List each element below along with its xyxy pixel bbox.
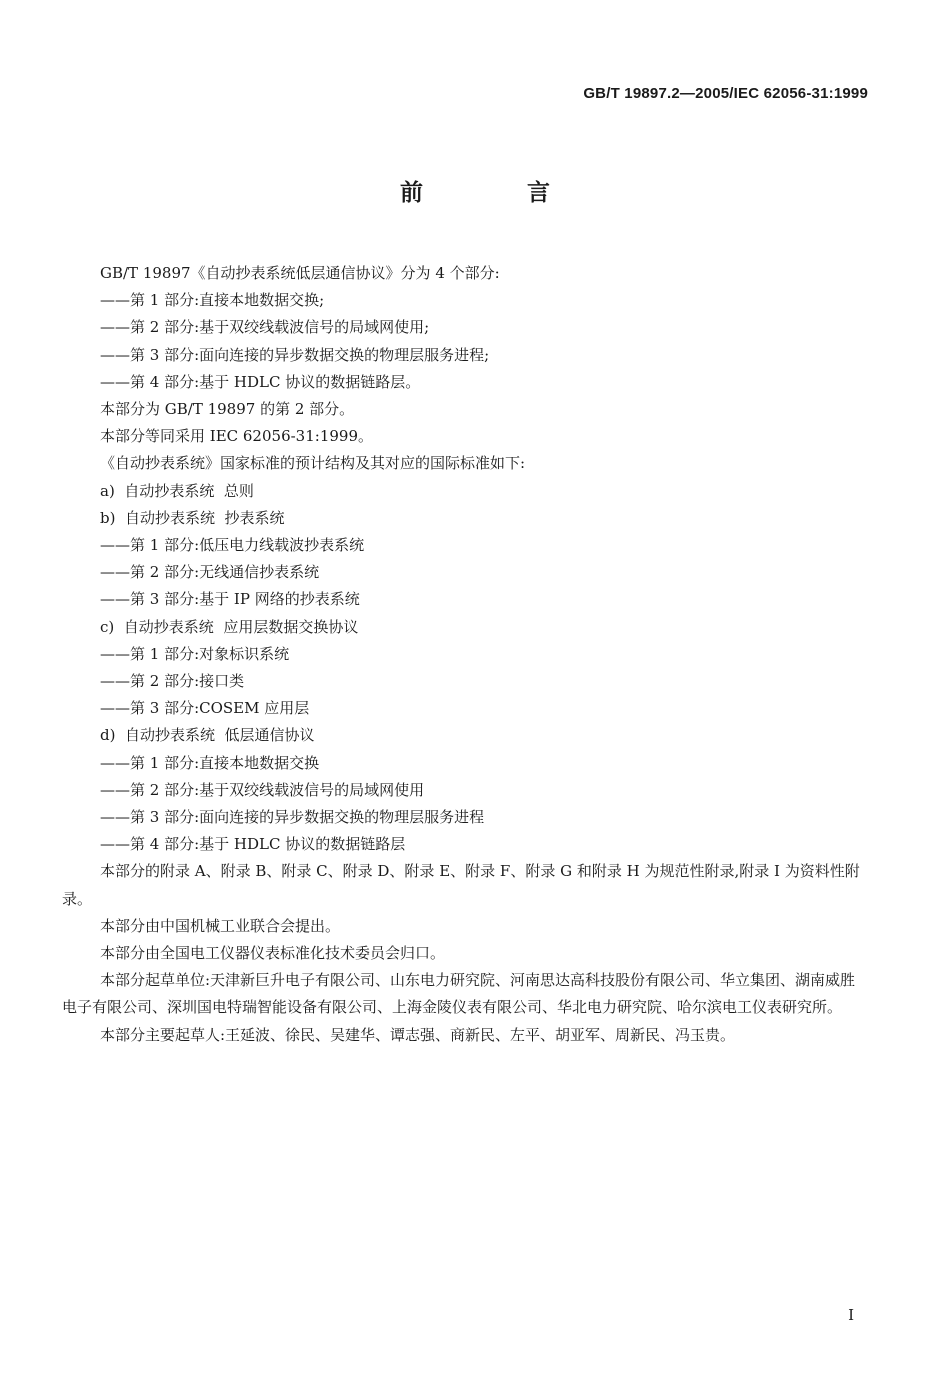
list-item: ——第 1 部分:直接本地数据交换 (100, 753, 320, 772)
paragraph: 《自动抄表系统》国家标准的预计结构及其对应的国际标准如下: (100, 454, 526, 473)
standard-code: GB/T 19897.2—2005/IEC 62056-31:1999 (583, 85, 868, 102)
list-item: c) 自动抄表系统 应用层数据交换协议 (100, 617, 359, 636)
list-item: ——第 2 部分:接口类 (100, 672, 245, 691)
document-body (62, 260, 868, 1049)
list-item: ——第 2 部分:无线通信抄表系统 (100, 563, 320, 582)
list-item: ——第 4 部分:基于 HDLC 协议的数据链路层。 (100, 372, 421, 391)
list-item: ——第 2 部分:基于双绞线载波信号的局域网使用; (100, 318, 430, 337)
paragraph: 本部分主要起草人:王延波、徐民、吴建华、谭志强、商新民、左平、胡亚军、周新民、冯玉贵。 (100, 1025, 736, 1044)
page-title: 前 言 (399, 180, 598, 206)
paragraph: 本部分由中国机械工业联合会提出。 (100, 916, 341, 935)
list-item: ——第 3 部分:基于 IP 网络的抄表系统 (100, 590, 360, 609)
paragraph: 本部分由全国电工仪器仪表标准化技术委员会归口。 (100, 944, 446, 963)
list-item: ——第 1 部分:直接本地数据交换; (100, 291, 325, 310)
paragraph: 本部分等同采用 IEC 62056-31:1999。 (100, 427, 373, 446)
paragraph: 本部分的附录 A、附录 B、附录 C、附录 D、附录 E、附录 F、附录 G 和附录 H 为规范性附录,附录 I 为资料性附录。 (62, 862, 860, 908)
paragraph: GB/T 19897《自动抄表系统低层通信协议》分为 4 个部分: (100, 264, 500, 282)
list-item: b) 自动抄表系统 抄表系统 (100, 508, 285, 527)
list-item: ——第 3 部分:面向连接的异步数据交换的物理层服务进程; (100, 345, 490, 364)
paragraph: 本部分起草单位:天津新巨升电子有限公司、山东电力研究院、河南思达高科技股份有限公司、华立集团、湖南威胜电子有限公司、深圳国电特瑞智能设备有限公司、上海金陵仪表有限公司、华北电力研究院、哈尔滨电工仪表研究所。 (62, 971, 856, 1017)
list-item: ——第 1 部分:低压电力线载波抄表系统 (100, 536, 365, 555)
list-item: ——第 1 部分:对象标识系统 (100, 644, 290, 663)
page-number: I (848, 1306, 854, 1324)
list-item: ——第 2 部分:基于双绞线载波信号的局域网使用 (100, 780, 425, 799)
list-item: ——第 3 部分:COSEM 应用层 (100, 699, 310, 718)
list-item: d) 自动抄表系统 低层通信协议 (100, 726, 315, 745)
list-item: ——第 3 部分:面向连接的异步数据交换的物理层服务进程 (100, 808, 485, 827)
list-item: a) 自动抄表系统 总则 (100, 481, 254, 500)
paragraph: 本部分为 GB/T 19897 的第 2 部分。 (100, 400, 355, 419)
list-item: ——第 4 部分:基于 HDLC 协议的数据链路层 (100, 835, 406, 854)
